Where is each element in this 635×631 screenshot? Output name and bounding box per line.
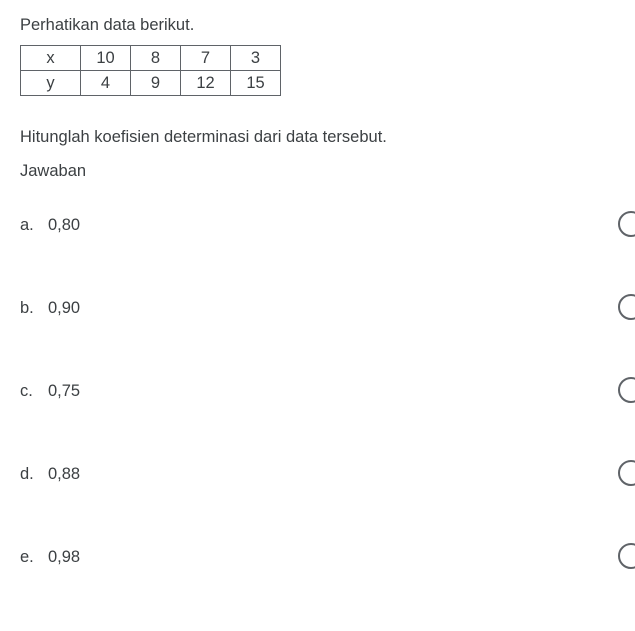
option-c-text: 0,75 — [48, 382, 81, 400]
option-c-letter: c. — [20, 382, 33, 400]
option-e-text: 0,98 — [48, 548, 81, 566]
table-row-label: y — [21, 71, 81, 96]
option-d-text: 0,88 — [48, 465, 81, 483]
table-row — [21, 71, 281, 96]
option-row-e[interactable] — [20, 548, 635, 631]
option-row-d[interactable] — [20, 465, 635, 548]
option-row-b[interactable] — [20, 299, 635, 382]
option-b-content — [20, 299, 635, 318]
options-list — [20, 216, 635, 631]
option-e-letter: e. — [20, 548, 34, 566]
option-a-text: 0,80 — [48, 216, 81, 234]
option-row-c[interactable] — [20, 382, 635, 465]
option-d-letter: d. — [20, 465, 34, 483]
table-cell: 7 — [181, 46, 231, 71]
answer-label: Jawaban — [20, 162, 87, 180]
option-c-content — [20, 382, 635, 401]
data-table — [20, 45, 281, 96]
intro-text: Perhatikan data berikut. — [20, 16, 195, 34]
option-d-content — [20, 465, 635, 484]
table-cell: 12 — [181, 71, 231, 96]
table-row-label: x — [21, 46, 81, 71]
option-row-a[interactable] — [20, 216, 635, 299]
table-cell: 10 — [81, 46, 131, 71]
option-a-letter: a. — [20, 216, 34, 234]
option-a-content — [20, 216, 635, 235]
table-cell: 4 — [81, 71, 131, 96]
option-b-text: 0,90 — [48, 299, 81, 317]
table-cell: 8 — [131, 46, 181, 71]
table-cell: 15 — [231, 71, 281, 96]
table-cell: 9 — [131, 71, 181, 96]
option-b-letter: b. — [20, 299, 34, 317]
table-cell: 3 — [231, 46, 281, 71]
option-e-content — [20, 548, 635, 567]
question-text: Hitunglah koefisien determinasi dari data tersebut. — [20, 128, 387, 146]
table-row — [21, 46, 281, 71]
